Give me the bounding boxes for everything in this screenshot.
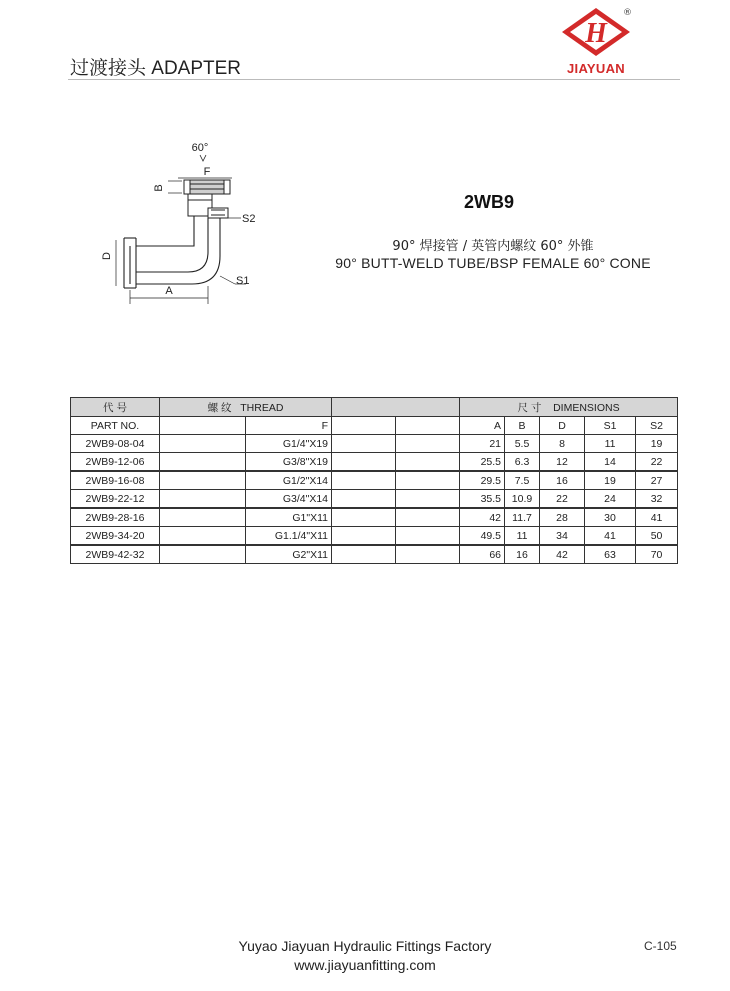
- column-header-blank: [332, 417, 396, 435]
- column-header-blank: [396, 417, 460, 435]
- dim-s2-cell: 27: [636, 471, 678, 490]
- dim-b-cell: 7.5: [505, 471, 540, 490]
- part-no-cell: 2WB9-16-08: [71, 471, 160, 490]
- thread-cell: G1"X11: [246, 508, 332, 527]
- dim-a-cell: 49.5: [460, 527, 505, 546]
- description-chinese: 90° 焊接管 / 英管内螺纹 60° 外锥: [392, 239, 594, 254]
- dim-b-cell: 6.3: [505, 453, 540, 472]
- column-header: B: [505, 417, 540, 435]
- dim-a-cell: 66: [460, 545, 505, 564]
- angle-label: 60°: [191, 142, 209, 154]
- brand-name: JIAYUAN: [567, 61, 625, 76]
- s2-label: S2: [242, 213, 256, 225]
- dimensions-group-cell: 尺 寸 DIMENSIONS: [460, 398, 678, 417]
- column-header: F: [246, 417, 332, 435]
- a-label: A: [165, 285, 173, 297]
- dim-s2-cell: 22: [636, 453, 678, 472]
- nut-body: [184, 180, 230, 218]
- spec-table: [70, 397, 678, 564]
- thread-cell: G1/4"X19: [246, 435, 332, 453]
- thread-cell: G2"X11: [246, 545, 332, 564]
- svg-text:H: H: [585, 18, 607, 49]
- dim-s2-cell: 70: [636, 545, 678, 564]
- dim-s1-cell: 19: [585, 471, 636, 490]
- blank-group-cell: [332, 398, 460, 417]
- part-no-cell: 2WB9-22-12: [71, 490, 160, 509]
- thread-group-cell: 螺 纹 THREAD: [160, 398, 332, 417]
- part-no-cell: 2WB9-28-16: [71, 508, 160, 527]
- description-english: 90° BUTT-WELD TUBE/BSP FEMALE 60° CONE: [335, 255, 651, 271]
- column-header: S2: [636, 417, 678, 435]
- dim-s1-cell: 14: [585, 453, 636, 472]
- dim-s2-cell: 41: [636, 508, 678, 527]
- page-number: C-105: [644, 939, 677, 953]
- dim-s2-cell: 19: [636, 435, 678, 453]
- dim-s1-cell: 41: [585, 527, 636, 546]
- dim-d-cell: 28: [540, 508, 585, 527]
- dim-s2-cell: 50: [636, 527, 678, 546]
- dim-b-cell: 11: [505, 527, 540, 546]
- page-title: 过渡接头 ADAPTER: [70, 58, 242, 79]
- thread-cell: G3/8"X19: [246, 453, 332, 472]
- model-number: 2WB9: [464, 192, 515, 212]
- thread-cell: G1/2"X14: [246, 471, 332, 490]
- f-label: F: [203, 166, 211, 178]
- dim-s1-cell: 24: [585, 490, 636, 509]
- table-row: [71, 545, 678, 564]
- dim-d-cell: 12: [540, 453, 585, 472]
- part-no-cell: 2WB9-12-06: [71, 453, 160, 472]
- dim-s1-cell: 63: [585, 545, 636, 564]
- angle-arrow: [200, 155, 206, 161]
- column-header: S1: [585, 417, 636, 435]
- column-header: D: [540, 417, 585, 435]
- dim-a-cell: 29.5: [460, 471, 505, 490]
- dim-s1-cell: 11: [585, 435, 636, 453]
- dim-d-cell: 34: [540, 527, 585, 546]
- part-no-cell: 2WB9-42-32: [71, 545, 160, 564]
- dim-d-cell: 42: [540, 545, 585, 564]
- dim-a-cell: 35.5: [460, 490, 505, 509]
- thread-cell: G3/4"X14: [246, 490, 332, 509]
- table-column-header: [71, 417, 678, 435]
- dim-a-cell: 21: [460, 435, 505, 453]
- code-group-cell: 代 号: [71, 398, 160, 417]
- dim-s2-cell: 32: [636, 490, 678, 509]
- dim-b-cell: 11.7: [505, 508, 540, 527]
- column-header-blank: [160, 417, 246, 435]
- dim-b-cell: 10.9: [505, 490, 540, 509]
- dim-b-cell: 16: [505, 545, 540, 564]
- fitting-drawing: [96, 138, 266, 308]
- footer-company: Yuyao Jiayuan Hydraulic Fittings Factory: [238, 938, 492, 954]
- d-label: D: [101, 252, 113, 260]
- table-row: [71, 490, 678, 509]
- header-divider: [68, 79, 680, 80]
- dim-a-cell: 42: [460, 508, 505, 527]
- dim-d-cell: 16: [540, 471, 585, 490]
- dim-b-cell: 5.5: [505, 435, 540, 453]
- s1-label: S1: [236, 275, 250, 287]
- table-row: [71, 508, 678, 527]
- dim-d-cell: 8: [540, 435, 585, 453]
- part-no-cell: 2WB9-34-20: [71, 527, 160, 546]
- b-label: B: [153, 184, 165, 192]
- column-header: A: [460, 417, 505, 435]
- dim-d-cell: 22: [540, 490, 585, 509]
- thread-cell: G1.1/4"X11: [246, 527, 332, 546]
- dim-s1-cell: 30: [585, 508, 636, 527]
- part-no-cell: 2WB9-08-04: [71, 435, 160, 453]
- table-row: [71, 527, 678, 546]
- footer-website: www.jiayuanfitting.com: [294, 957, 436, 973]
- table-row: [71, 435, 678, 453]
- dim-a-cell: 25.5: [460, 453, 505, 472]
- table-row: [71, 453, 678, 472]
- registered-mark: ®: [623, 8, 632, 18]
- table-group-header: [71, 398, 678, 417]
- column-header: PART NO.: [71, 417, 160, 435]
- table-row: [71, 471, 678, 490]
